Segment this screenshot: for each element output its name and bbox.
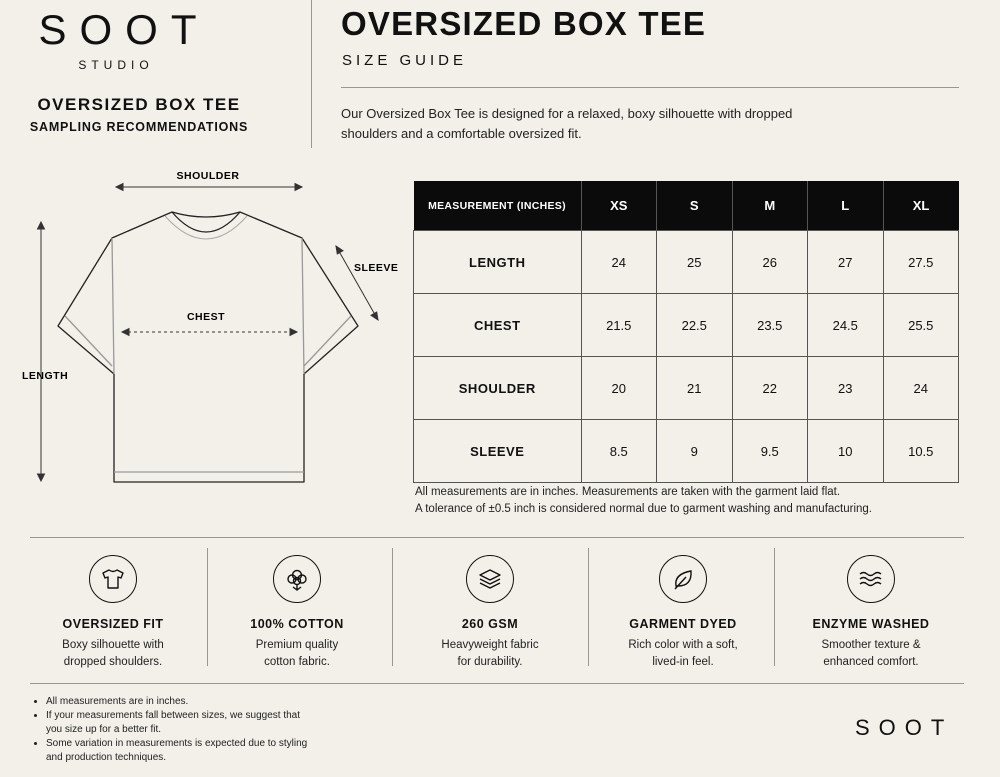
header-size: M <box>732 181 808 231</box>
header-size: L <box>808 181 884 231</box>
table-cell: 23 <box>808 357 884 420</box>
brand-sub: STUDIO <box>78 58 154 72</box>
brand-logo: SOOT <box>38 6 210 53</box>
table-cell: 10 <box>808 420 884 483</box>
tshirt-diagram <box>10 160 410 500</box>
feature-desc: Smoother texture & enhanced comfort. <box>821 639 921 668</box>
table-cell: 10.5 <box>883 420 959 483</box>
waves-icon <box>847 555 895 603</box>
feature-title: 100% COTTON <box>250 617 344 631</box>
row-label: CHEST <box>414 294 582 357</box>
footnote-item: • Some variation in measurements is expected due to styling and production techniques. <box>46 737 316 765</box>
row-label: SHOULDER <box>414 357 582 420</box>
table-row <box>414 420 959 483</box>
table-cell: 9.5 <box>732 420 808 483</box>
table-header-row <box>414 181 959 231</box>
footnote-item: • All measurements are in inches. <box>46 695 316 709</box>
feature-desc: Rich color with a soft, lived-in feel. <box>628 639 738 668</box>
tolerance-note: A tolerance of ±0.5 inch is considered normal due to garment washing and manufacturing. <box>415 503 872 515</box>
table-cell: 24.5 <box>808 294 884 357</box>
left-subtitle: SAMPLING RECOMMENDATIONS <box>29 120 249 134</box>
row-label: LENGTH <box>414 231 582 294</box>
tshirt-icon <box>89 555 137 603</box>
page-subtitle: SIZE GUIDE <box>342 52 468 69</box>
feature-title: OVERSIZED FIT <box>62 617 164 631</box>
table-cell: 22 <box>732 357 808 420</box>
intro-text: Our Oversized Box Tee is designed for a relaxed, boxy silhouette with dropped shoulders and a comfortable oversized fit. <box>341 106 793 141</box>
feature-cotton <box>222 552 372 671</box>
table-row <box>414 231 959 294</box>
header-divider <box>311 0 312 148</box>
feature-enzyme-washed <box>796 552 946 671</box>
feature-desc: Boxy silhouette with dropped shoulders. <box>62 639 164 668</box>
cotton-icon <box>273 555 321 603</box>
feature-title: ENZYME WASHED <box>812 617 930 631</box>
row-label: SLEEVE <box>414 420 582 483</box>
table-cell: 21 <box>657 357 733 420</box>
table-cell: 9 <box>657 420 733 483</box>
feature-desc: Premium quality cotton fabric. <box>255 639 339 668</box>
table-cell: 27 <box>808 231 884 294</box>
feature-title: GARMENT DYED <box>629 617 737 631</box>
size-table-wrap <box>413 181 959 483</box>
table-cell: 24 <box>883 357 959 420</box>
table-cell: 22.5 <box>657 294 733 357</box>
leaf-icon <box>659 555 707 603</box>
label-shoulder: SHOULDER <box>176 170 240 182</box>
table-cell: 20 <box>581 357 657 420</box>
label-length: LENGTH <box>22 370 69 382</box>
table-row <box>414 357 959 420</box>
footer-rule <box>30 683 964 684</box>
table-cell: 27.5 <box>883 231 959 294</box>
tshirt-outline <box>58 212 358 482</box>
header-size: XL <box>883 181 959 231</box>
feature-gsm <box>415 552 565 671</box>
table-cell: 25.5 <box>883 294 959 357</box>
table-cell: 24 <box>581 231 657 294</box>
table-cell: 8.5 <box>581 420 657 483</box>
left-title: OVERSIZED BOX TEE <box>37 95 241 114</box>
section-rule <box>30 537 964 538</box>
footnote-item: • If your measurements fall between sizes, we suggest that you size up for a better fit. <box>46 709 316 737</box>
feature-oversized-fit <box>38 552 188 671</box>
size-table <box>413 181 959 483</box>
header-size: S <box>657 181 733 231</box>
table-cell: 23.5 <box>732 294 808 357</box>
layers-icon <box>466 555 514 603</box>
label-chest: CHEST <box>186 311 226 323</box>
header-size: XS <box>581 181 657 231</box>
page-title: OVERSIZED BOX TEE <box>341 5 707 42</box>
footnote-list <box>32 695 316 765</box>
feature-desc: Heavyweight fabric for durability. <box>441 639 539 668</box>
measurement-note: All measurements are in inches. Measurements are taken with the garment laid flat. <box>415 486 841 498</box>
table-cell: 25 <box>657 231 733 294</box>
feature-garment-dyed <box>608 552 758 671</box>
feature-title: 260 GSM <box>461 617 519 631</box>
table-row <box>414 294 959 357</box>
title-rule <box>341 87 959 88</box>
table-cell: 21.5 <box>581 294 657 357</box>
table-cell: 26 <box>732 231 808 294</box>
header-measurement: MEASUREMENT (INCHES) <box>414 181 582 231</box>
footer-logo: SOOT <box>855 715 954 740</box>
label-sleeve: SLEEVE <box>354 262 399 274</box>
